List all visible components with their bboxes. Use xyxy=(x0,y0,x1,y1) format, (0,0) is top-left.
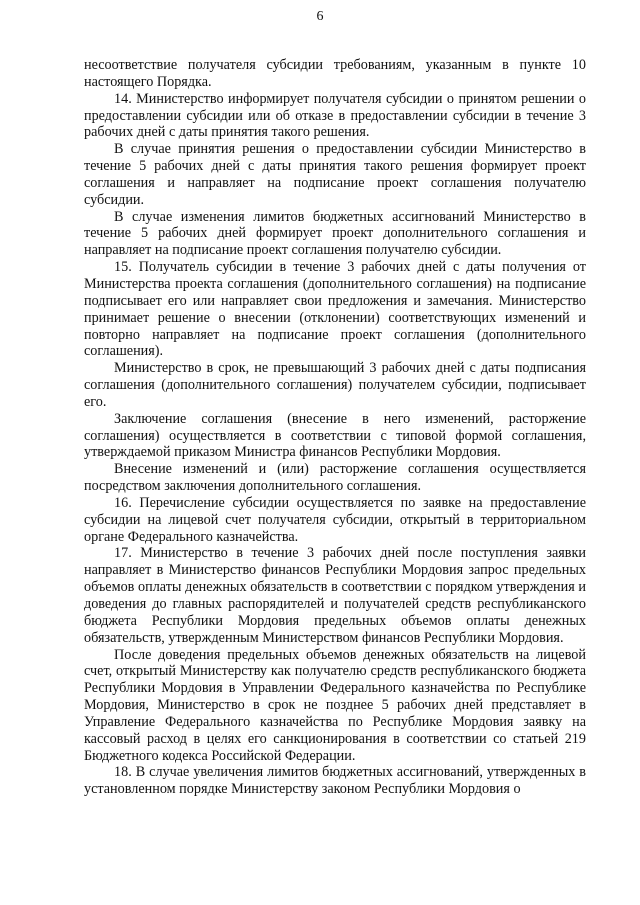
paragraph-ministry-signing: Министерство в срок, не превышающий 3 рабочих дней с даты подписания соглашения (дополнительного соглашения) получателем субсидии, подписывает его. xyxy=(84,360,586,410)
paragraph-14: 14. Министерство информирует получателя субсидии о принятом решении о предоставлении субсидии или об отказе в предоставлении субсидии в течение 3 рабочих дней с даты принятия такого решения. xyxy=(84,90,586,141)
paragraph-agreement-conclusion: Заключение соглашения (внесение в него изменений, расторжение соглашения) осуществляется в соответствии с типовой формой соглашения, утверждаемой приказом Министра финансов Республики Мордовия. xyxy=(84,410,586,461)
paragraph-15: 15. Получатель субсидии в течение 3 рабочих дней с даты получения от Министерства проекта соглашения (дополнительного соглашения) на подписание подписывает его или направляет свои предложения и замечания. Министерство принимает решение о внесении (отклонении) соответствующих изменений и повторно направляет на подписание проект соглашения (дополнительного соглашения). xyxy=(84,259,586,360)
paragraph-agreement-draft: В случае принятия решения о предоставлении субсидии Министерство в течение 5 рабочих дней с даты принятия такого решения формирует проект соглашения и направляет на подписание проект соглашения получателю субсидии. xyxy=(84,141,586,208)
paragraph-limits-change: В случае изменения лимитов бюджетных ассигнований Министерство в течение 5 рабочих дней формирует проект дополнительного соглашения и направляет на подписание проект соглашения получателю субсидии. xyxy=(84,208,586,259)
paragraph-16: 16. Перечисление субсидии осуществляется по заявке на предоставление субсидии на лицевой счет получателя субсидии, открытый в территориальном органе Федерального казначейства. xyxy=(84,494,586,545)
paragraph-17: 17. Министерство в течение 3 рабочих дней после поступления заявки направляет в Министерство финансов Республики Мордовия запрос предельных объемов оплаты денежных обязательств в соответствии с порядком утверждения и доведения до главных распорядителей и получателей средств республиканского бюджета Республики Мордовия предельных объемов оплаты денежных обязательств, утвержденным Министерством финансов Республики Мордовия. xyxy=(84,545,586,646)
paragraph-amendments: Внесение изменений и (или) расторжение соглашения осуществляется посредством заключения дополнительного соглашения. xyxy=(84,461,586,495)
paragraph-payment-limits: После доведения предельных объемов денежных обязательств на лицевой счет, открытый Министерству как получателю средств республиканского бюджета Республики Мордовия в Управлении Федерального казначейства по Республике Мордовия, Министерство в срок не позднее 5 рабочих дней представляет в Управление Федерального казначейства по Республике Мордовия заявку на кассовый расход в целях его санкционирования в соответствии со статьей 219 Бюджетного кодекса Российской Федерации. xyxy=(84,646,586,764)
paragraph-18: 18. В случае увеличения лимитов бюджетных ассигнований, утвержденных в установленном порядке Министерству законом Республики Мордовия о xyxy=(84,764,586,798)
paragraph-continuation: несоответствие получателя субсидии требованиям, указанным в пункте 10 настоящего Порядка. xyxy=(84,57,586,90)
document-body xyxy=(84,57,586,798)
page-number: 6 xyxy=(316,9,324,24)
